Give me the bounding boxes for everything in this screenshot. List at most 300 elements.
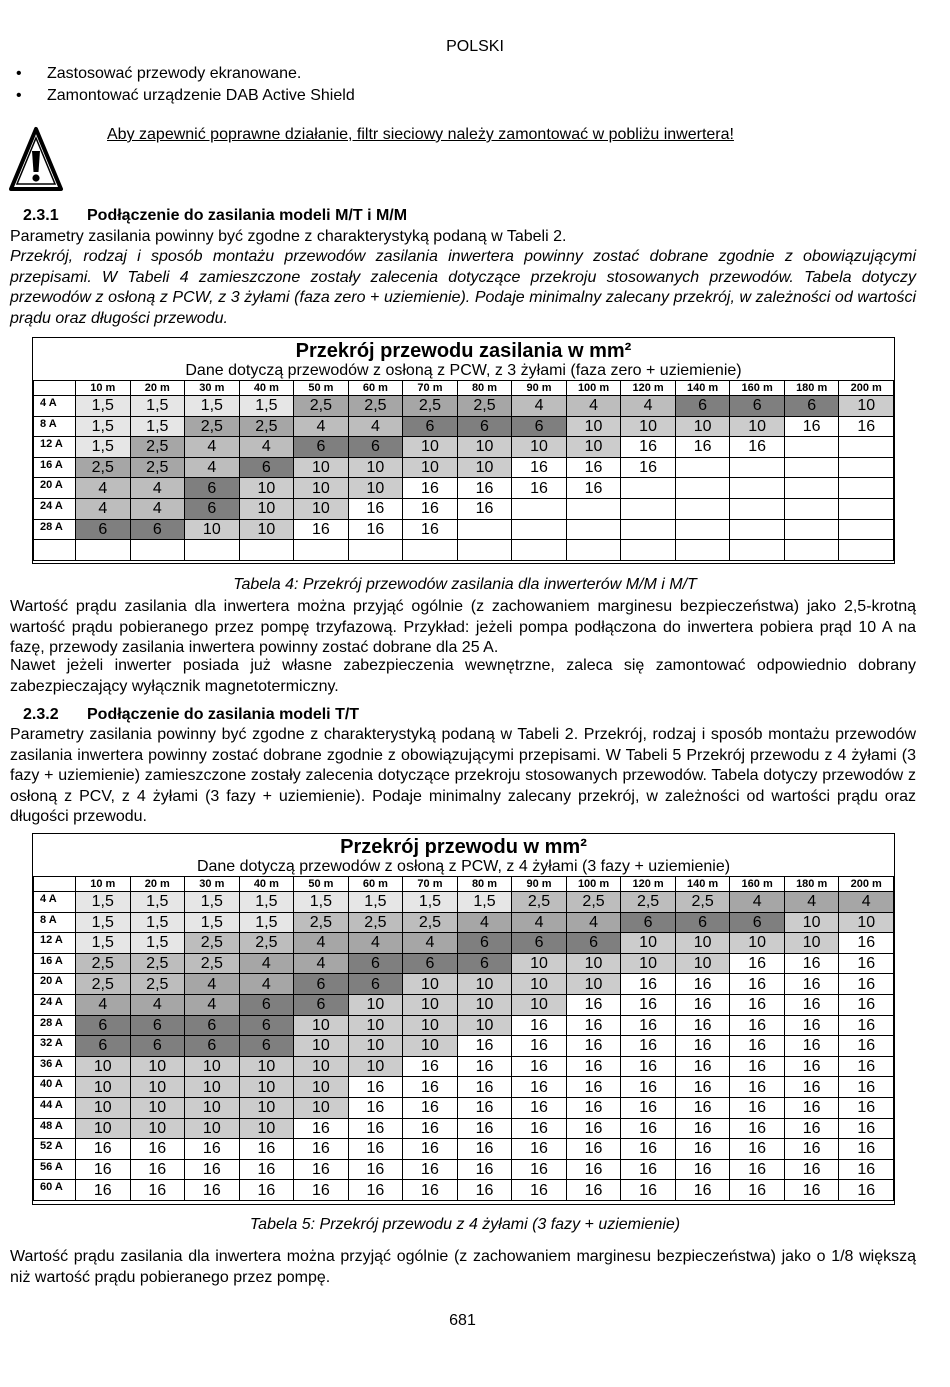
table-cell: 4 <box>621 396 676 417</box>
table-cell: 6 <box>130 1036 185 1057</box>
table-cell: 16 <box>457 1180 512 1201</box>
table-cell: 16 <box>621 1097 676 1118</box>
table-cell: 16 <box>675 1139 730 1160</box>
table-cell: 10 <box>76 1056 131 1077</box>
table-cell: 16 <box>457 1139 512 1160</box>
table-cell: 16 <box>512 1180 567 1201</box>
table-cell: 16 <box>348 1159 403 1180</box>
table-cell: 10 <box>239 1056 294 1077</box>
table-cell: 16 <box>457 478 512 499</box>
table-cell: 2,5 <box>675 892 730 913</box>
table-cell: 4 <box>566 912 621 933</box>
table-cell: 16 <box>784 1015 839 1036</box>
table-row <box>34 1159 894 1180</box>
table-cell: 10 <box>348 1056 403 1077</box>
table-cell: 16 <box>403 478 458 499</box>
list-item: • Zamontować urządzenie DAB Active Shield <box>16 87 355 104</box>
table-cell: 2,5 <box>185 933 240 954</box>
table-cell: 16 <box>730 1180 785 1201</box>
table-cell <box>675 498 730 519</box>
table-cell: 16 <box>839 1139 894 1160</box>
table-cell: 10 <box>566 974 621 995</box>
table-cell <box>784 540 839 561</box>
table-cell <box>621 540 676 561</box>
table-cell: 6 <box>239 994 294 1015</box>
table-cell: 10 <box>185 519 240 540</box>
row-label: 16 A <box>34 457 76 478</box>
table-cell <box>730 457 785 478</box>
section-heading-2-3-1: 2.3.1 Podłączenie do zasilania modeli M/T i M/M <box>23 207 408 224</box>
table-cell: 1,5 <box>403 892 458 913</box>
table-cell: 16 <box>348 1077 403 1098</box>
table-cell: 16 <box>784 1036 839 1057</box>
table-cell: 4 <box>348 933 403 954</box>
table-cell: 10 <box>185 1077 240 1098</box>
table-cell <box>566 540 621 561</box>
table-cell: 16 <box>566 457 621 478</box>
table-cell: 2,5 <box>76 953 131 974</box>
table-cell: 16 <box>348 1097 403 1118</box>
table-cell: 16 <box>730 1159 785 1180</box>
table-cell: 16 <box>675 1159 730 1180</box>
table-cell: 6 <box>675 396 730 417</box>
column-header: 100 m <box>566 381 621 396</box>
table-cell: 1,5 <box>130 416 185 437</box>
table-cell: 16 <box>621 1180 676 1201</box>
table-cell: 10 <box>239 1118 294 1139</box>
table-cell: 10 <box>348 1015 403 1036</box>
column-header: 200 m <box>839 877 894 892</box>
column-header: 20 m <box>130 381 185 396</box>
row-label: 48 A <box>34 1118 76 1139</box>
table-cell: 16 <box>730 994 785 1015</box>
table-cell <box>566 498 621 519</box>
table-cell: 6 <box>403 416 458 437</box>
table-cell: 4 <box>239 953 294 974</box>
table-cell: 6 <box>239 1015 294 1036</box>
table-cell: 16 <box>839 1159 894 1180</box>
table-cell: 16 <box>566 994 621 1015</box>
column-header: 10 m <box>76 381 131 396</box>
table-row <box>34 396 894 417</box>
table-row <box>34 1118 894 1139</box>
table-cell: 16 <box>76 1159 131 1180</box>
table-cell: 10 <box>512 437 567 458</box>
page-header-language: POLSKI <box>446 38 504 55</box>
table-cell: 10 <box>457 457 512 478</box>
table-cell: 1,5 <box>130 933 185 954</box>
table-cell: 10 <box>675 933 730 954</box>
table-row <box>34 994 894 1015</box>
table-cell: 16 <box>675 1097 730 1118</box>
table-cell: 16 <box>185 1139 240 1160</box>
table-cell: 16 <box>730 1056 785 1077</box>
column-header: 140 m <box>675 877 730 892</box>
column-header: 40 m <box>239 381 294 396</box>
column-header: 50 m <box>294 877 349 892</box>
table-cell: 10 <box>512 974 567 995</box>
table-cell: 6 <box>185 1015 240 1036</box>
table-cell: 6 <box>512 933 567 954</box>
table-row <box>34 892 894 913</box>
column-header: 30 m <box>185 877 240 892</box>
table-5-title: Przekrój przewodu w mm² <box>340 836 587 858</box>
table-cell <box>784 457 839 478</box>
table-cell: 2,5 <box>403 396 458 417</box>
table-cell: 16 <box>784 1077 839 1098</box>
table-cell: 2,5 <box>76 974 131 995</box>
table-cell: 4 <box>239 437 294 458</box>
table-cell: 1,5 <box>130 396 185 417</box>
table-cell: 4 <box>130 498 185 519</box>
table-cell: 4 <box>403 933 458 954</box>
table-cell: 16 <box>403 1118 458 1139</box>
table-cell: 16 <box>512 1015 567 1036</box>
table-cell: 10 <box>239 1097 294 1118</box>
table-cell: 16 <box>784 974 839 995</box>
table-cell: 16 <box>621 1015 676 1036</box>
table-cell: 16 <box>839 1036 894 1057</box>
table-cell: 16 <box>457 1056 512 1077</box>
table-cell: 10 <box>457 1015 512 1036</box>
table-cell: 10 <box>294 457 349 478</box>
table-cell: 6 <box>675 912 730 933</box>
table-cell <box>784 437 839 458</box>
table-cell <box>348 540 403 561</box>
table-cell <box>457 519 512 540</box>
table-cell: 10 <box>403 1015 458 1036</box>
table-cell: 4 <box>512 396 567 417</box>
table-cell: 1,5 <box>76 396 131 417</box>
column-header: 160 m <box>730 877 785 892</box>
table-cell <box>512 519 567 540</box>
table-cell: 16 <box>839 974 894 995</box>
table-cell: 16 <box>730 953 785 974</box>
column-header: 120 m <box>621 381 676 396</box>
table-cell: 4 <box>294 953 349 974</box>
warning-triangle-icon <box>8 126 64 194</box>
table-cell: 2,5 <box>621 892 676 913</box>
table-cell <box>294 540 349 561</box>
column-header: 160 m <box>730 381 785 396</box>
table-cell: 16 <box>566 1077 621 1098</box>
table-cell: 16 <box>512 1097 567 1118</box>
table-cell: 4 <box>730 892 785 913</box>
table-cell: 10 <box>348 457 403 478</box>
table-cell: 2,5 <box>185 953 240 974</box>
table-cell: 10 <box>185 1118 240 1139</box>
table-cell: 1,5 <box>130 912 185 933</box>
table-cell: 10 <box>457 437 512 458</box>
table-cell: 16 <box>675 1077 730 1098</box>
table-cell: 10 <box>239 498 294 519</box>
row-label: 56 A <box>34 1159 76 1180</box>
table-cell: 16 <box>839 1097 894 1118</box>
table-row <box>34 478 894 499</box>
table-cell: 16 <box>730 1118 785 1139</box>
table-cell: 1,5 <box>457 892 512 913</box>
table-row <box>34 933 894 954</box>
table-cell: 16 <box>566 478 621 499</box>
section-heading-2-3-2: 2.3.2 Podłączenie do zasilania modeli T/T <box>23 706 360 723</box>
table-cell: 10 <box>185 1056 240 1077</box>
table-5-grid <box>33 876 894 1201</box>
table-cell: 16 <box>185 1159 240 1180</box>
table-cell: 2,5 <box>348 396 403 417</box>
table-cell: 1,5 <box>76 416 131 437</box>
table-cell: 16 <box>784 1118 839 1139</box>
table-cell: 1,5 <box>239 892 294 913</box>
table-cell: 16 <box>730 1015 785 1036</box>
table-cell: 16 <box>784 1159 839 1180</box>
table-cell: 16 <box>566 1015 621 1036</box>
table-cell: 16 <box>839 1180 894 1201</box>
column-header: 100 m <box>566 877 621 892</box>
column-header: 10 m <box>76 877 131 892</box>
table-row <box>34 540 894 561</box>
table-cell: 16 <box>784 1180 839 1201</box>
table-cell: 16 <box>566 1097 621 1118</box>
table-cell: 6 <box>348 437 403 458</box>
table-cell: 16 <box>512 478 567 499</box>
table-cell <box>730 478 785 499</box>
table-cell: 16 <box>348 498 403 519</box>
table-cell: 6 <box>294 974 349 995</box>
table-cell <box>566 519 621 540</box>
table-5-caption: Tabela 5: Przekrój przewodu z 4 żyłami (3 fazy + uziemienie) <box>249 1216 681 1233</box>
table-cell: 6 <box>294 994 349 1015</box>
table-cell: 6 <box>457 416 512 437</box>
list-item: • Zastosować przewody ekranowane. <box>16 65 302 82</box>
table-cell: 6 <box>730 912 785 933</box>
table-cell: 1,5 <box>185 912 240 933</box>
table-row <box>34 1180 894 1201</box>
table-cell: 2,5 <box>348 912 403 933</box>
table-cell: 16 <box>512 457 567 478</box>
table-cell: 16 <box>239 1180 294 1201</box>
column-header: 60 m <box>348 877 403 892</box>
row-label <box>34 540 76 561</box>
table-cell: 16 <box>512 1077 567 1098</box>
bullet-list <box>10 63 355 107</box>
table-cell: 10 <box>239 478 294 499</box>
table-cell: 1,5 <box>76 892 131 913</box>
table-row <box>34 953 894 974</box>
column-header: 180 m <box>784 381 839 396</box>
table-cell <box>239 540 294 561</box>
table-cell <box>675 519 730 540</box>
table-cell: 16 <box>294 1180 349 1201</box>
table-cell: 10 <box>294 1056 349 1077</box>
table-cell: 16 <box>76 1139 131 1160</box>
table-cell: 16 <box>784 416 839 437</box>
table-cell: 16 <box>839 416 894 437</box>
table-cell: 16 <box>294 519 349 540</box>
table-row <box>34 912 894 933</box>
table-cell: 6 <box>294 437 349 458</box>
column-header: 180 m <box>784 877 839 892</box>
table-cell: 10 <box>294 478 349 499</box>
section1-paragraph: Parametry zasilania powinny być zgodne z charakterystyką podaną w Tabeli 2. <box>10 228 567 245</box>
table-cell: 2,5 <box>239 933 294 954</box>
table-cell: 16 <box>457 1036 512 1057</box>
table-cell: 1,5 <box>76 437 131 458</box>
after-table-4-note: Nawet jeżeli inwerter posiada już własne zabezpieczenia wewnętrzne, zaleca się zamontować odpowiednio dobrany zabezpieczający wyłącznik magnetotermiczny. <box>10 657 916 695</box>
table-cell: 16 <box>839 1056 894 1077</box>
row-label: 24 A <box>34 994 76 1015</box>
table-cell: 4 <box>185 457 240 478</box>
table-cell: 16 <box>621 1056 676 1077</box>
table-cell <box>621 478 676 499</box>
table-cell: 16 <box>512 1036 567 1057</box>
row-label: 8 A <box>34 912 76 933</box>
table-cell: 4 <box>512 912 567 933</box>
table-cell: 10 <box>294 498 349 519</box>
table-cell: 4 <box>76 498 131 519</box>
table-cell: 16 <box>675 1180 730 1201</box>
table-cell: 16 <box>839 994 894 1015</box>
table-cell: 6 <box>512 416 567 437</box>
row-label: 12 A <box>34 437 76 458</box>
table-cell: 10 <box>621 953 676 974</box>
table-cell: 6 <box>566 933 621 954</box>
table-cell: 10 <box>76 1097 131 1118</box>
table-cell: 6 <box>457 953 512 974</box>
table-cell: 16 <box>730 437 785 458</box>
table-cell: 16 <box>403 1097 458 1118</box>
table-cell <box>839 498 894 519</box>
table-cell: 2,5 <box>130 974 185 995</box>
table-cell: 6 <box>348 974 403 995</box>
table-cell: 16 <box>621 1159 676 1180</box>
table-cell: 2,5 <box>457 396 512 417</box>
table-4-caption: Tabela 4: Przekrój przewodów zasilania dla inwerterów M/M i M/T <box>233 576 697 593</box>
table-row <box>34 437 894 458</box>
row-label: 52 A <box>34 1139 76 1160</box>
column-header: 40 m <box>239 877 294 892</box>
table-cell: 6 <box>185 478 240 499</box>
row-label: 28 A <box>34 1015 76 1036</box>
table-4-title: Przekrój przewodu zasilania w mm² <box>295 340 632 362</box>
table-cell: 16 <box>512 1139 567 1160</box>
table-cell: 4 <box>784 892 839 913</box>
table-cell: 10 <box>730 416 785 437</box>
table-cell <box>784 498 839 519</box>
table-cell <box>512 498 567 519</box>
table-cell: 16 <box>239 1159 294 1180</box>
row-label: 12 A <box>34 933 76 954</box>
table-cell: 10 <box>839 396 894 417</box>
column-header: 120 m <box>621 877 676 892</box>
table-cell: 16 <box>512 1056 567 1077</box>
table-cell: 16 <box>730 974 785 995</box>
row-label: 28 A <box>34 519 76 540</box>
column-header: 140 m <box>675 381 730 396</box>
table-cell: 4 <box>566 396 621 417</box>
table-cell: 10 <box>130 1118 185 1139</box>
table-cell <box>839 478 894 499</box>
table-cell: 16 <box>403 1139 458 1160</box>
column-header: 70 m <box>403 877 458 892</box>
row-label: 40 A <box>34 1077 76 1098</box>
table-cell <box>784 478 839 499</box>
table-cell: 1,5 <box>130 892 185 913</box>
table-row <box>34 519 894 540</box>
table-cell: 16 <box>839 1077 894 1098</box>
table-cell: 16 <box>239 1139 294 1160</box>
table-cell: 1,5 <box>185 892 240 913</box>
table-cell: 6 <box>730 396 785 417</box>
section2-paragraph: Parametry zasilania powinny być zgodne z charakterystyką podaną w Tabeli 2. Przekrój, rodzaj i sposób montażu przewodów zasilania inwertera powinny zostać dobrane zgodnie z obowiązującymi przepisami. W Tabeli 5 Przekrój przewodu z 4 żyłami (3 fazy + uziemienie) zamieszczone zostały zalecenia dotyczące przekroju stosowanych przewodów. Tabela dotyczy przewodów z osłoną z PCV, z 4 żyłami (3 fazy + uziemienie). Podaje minimalny zalecany przekrój, w zależności od wartości prądu oraz długości przewodu. <box>10 726 916 825</box>
table-cell: 10 <box>130 1097 185 1118</box>
row-label: 4 A <box>34 892 76 913</box>
table-cell: 1,5 <box>76 933 131 954</box>
table-cell: 16 <box>621 1077 676 1098</box>
table-4 <box>32 337 895 564</box>
table-cell <box>130 540 185 561</box>
row-label: 32 A <box>34 1036 76 1057</box>
table-cell: 1,5 <box>348 892 403 913</box>
table-cell: 16 <box>784 1139 839 1160</box>
table-cell: 16 <box>675 1056 730 1077</box>
table-cell: 16 <box>294 1139 349 1160</box>
row-label: 16 A <box>34 953 76 974</box>
table-cell: 10 <box>348 1036 403 1057</box>
table-cell <box>730 519 785 540</box>
table-cell: 16 <box>784 1097 839 1118</box>
table-cell: 16 <box>621 994 676 1015</box>
table-cell <box>675 457 730 478</box>
column-header: 60 m <box>348 381 403 396</box>
table-cell: 16 <box>839 953 894 974</box>
table-cell: 10 <box>730 933 785 954</box>
column-header: 70 m <box>403 381 458 396</box>
table-cell: 2,5 <box>294 396 349 417</box>
column-header: 80 m <box>457 381 512 396</box>
column-header: 200 m <box>839 381 894 396</box>
table-cell: 16 <box>839 933 894 954</box>
after-table-5-paragraph: Wartość prądu zasilania dla inwertera można przyjąć ogólnie (z zachowaniem marginesu bezpieczeństwa) jako o 1/8 większą niż wartość prądu pobieranego przez pompę. <box>10 1248 916 1286</box>
table-cell: 4 <box>76 994 131 1015</box>
table-cell: 4 <box>294 933 349 954</box>
table-cell <box>185 540 240 561</box>
table-cell: 10 <box>675 416 730 437</box>
table-cell: 10 <box>185 1097 240 1118</box>
table-cell: 1,5 <box>294 892 349 913</box>
table-cell: 16 <box>457 1097 512 1118</box>
column-header: 80 m <box>457 877 512 892</box>
table-cell: 2,5 <box>294 912 349 933</box>
table-5 <box>32 833 895 1205</box>
table-cell: 16 <box>621 974 676 995</box>
column-header: 90 m <box>512 877 567 892</box>
table-cell: 16 <box>294 1118 349 1139</box>
table-cell: 2,5 <box>130 457 185 478</box>
table-row <box>34 974 894 995</box>
row-label: 36 A <box>34 1056 76 1077</box>
table-5-subtitle: Dane dotyczą przewodów z osłoną z PCW, z 4 żyłami (3 fazy + uziemienie) <box>196 858 731 875</box>
table-cell: 2,5 <box>76 457 131 478</box>
table-cell: 2,5 <box>130 953 185 974</box>
table-cell: 2,5 <box>566 892 621 913</box>
table-cell: 16 <box>403 1077 458 1098</box>
table-cell: 16 <box>730 1139 785 1160</box>
row-label: 20 A <box>34 478 76 499</box>
table-cell: 10 <box>294 1036 349 1057</box>
table-cell: 10 <box>403 974 458 995</box>
table-cell: 10 <box>457 974 512 995</box>
table-cell: 16 <box>566 1139 621 1160</box>
